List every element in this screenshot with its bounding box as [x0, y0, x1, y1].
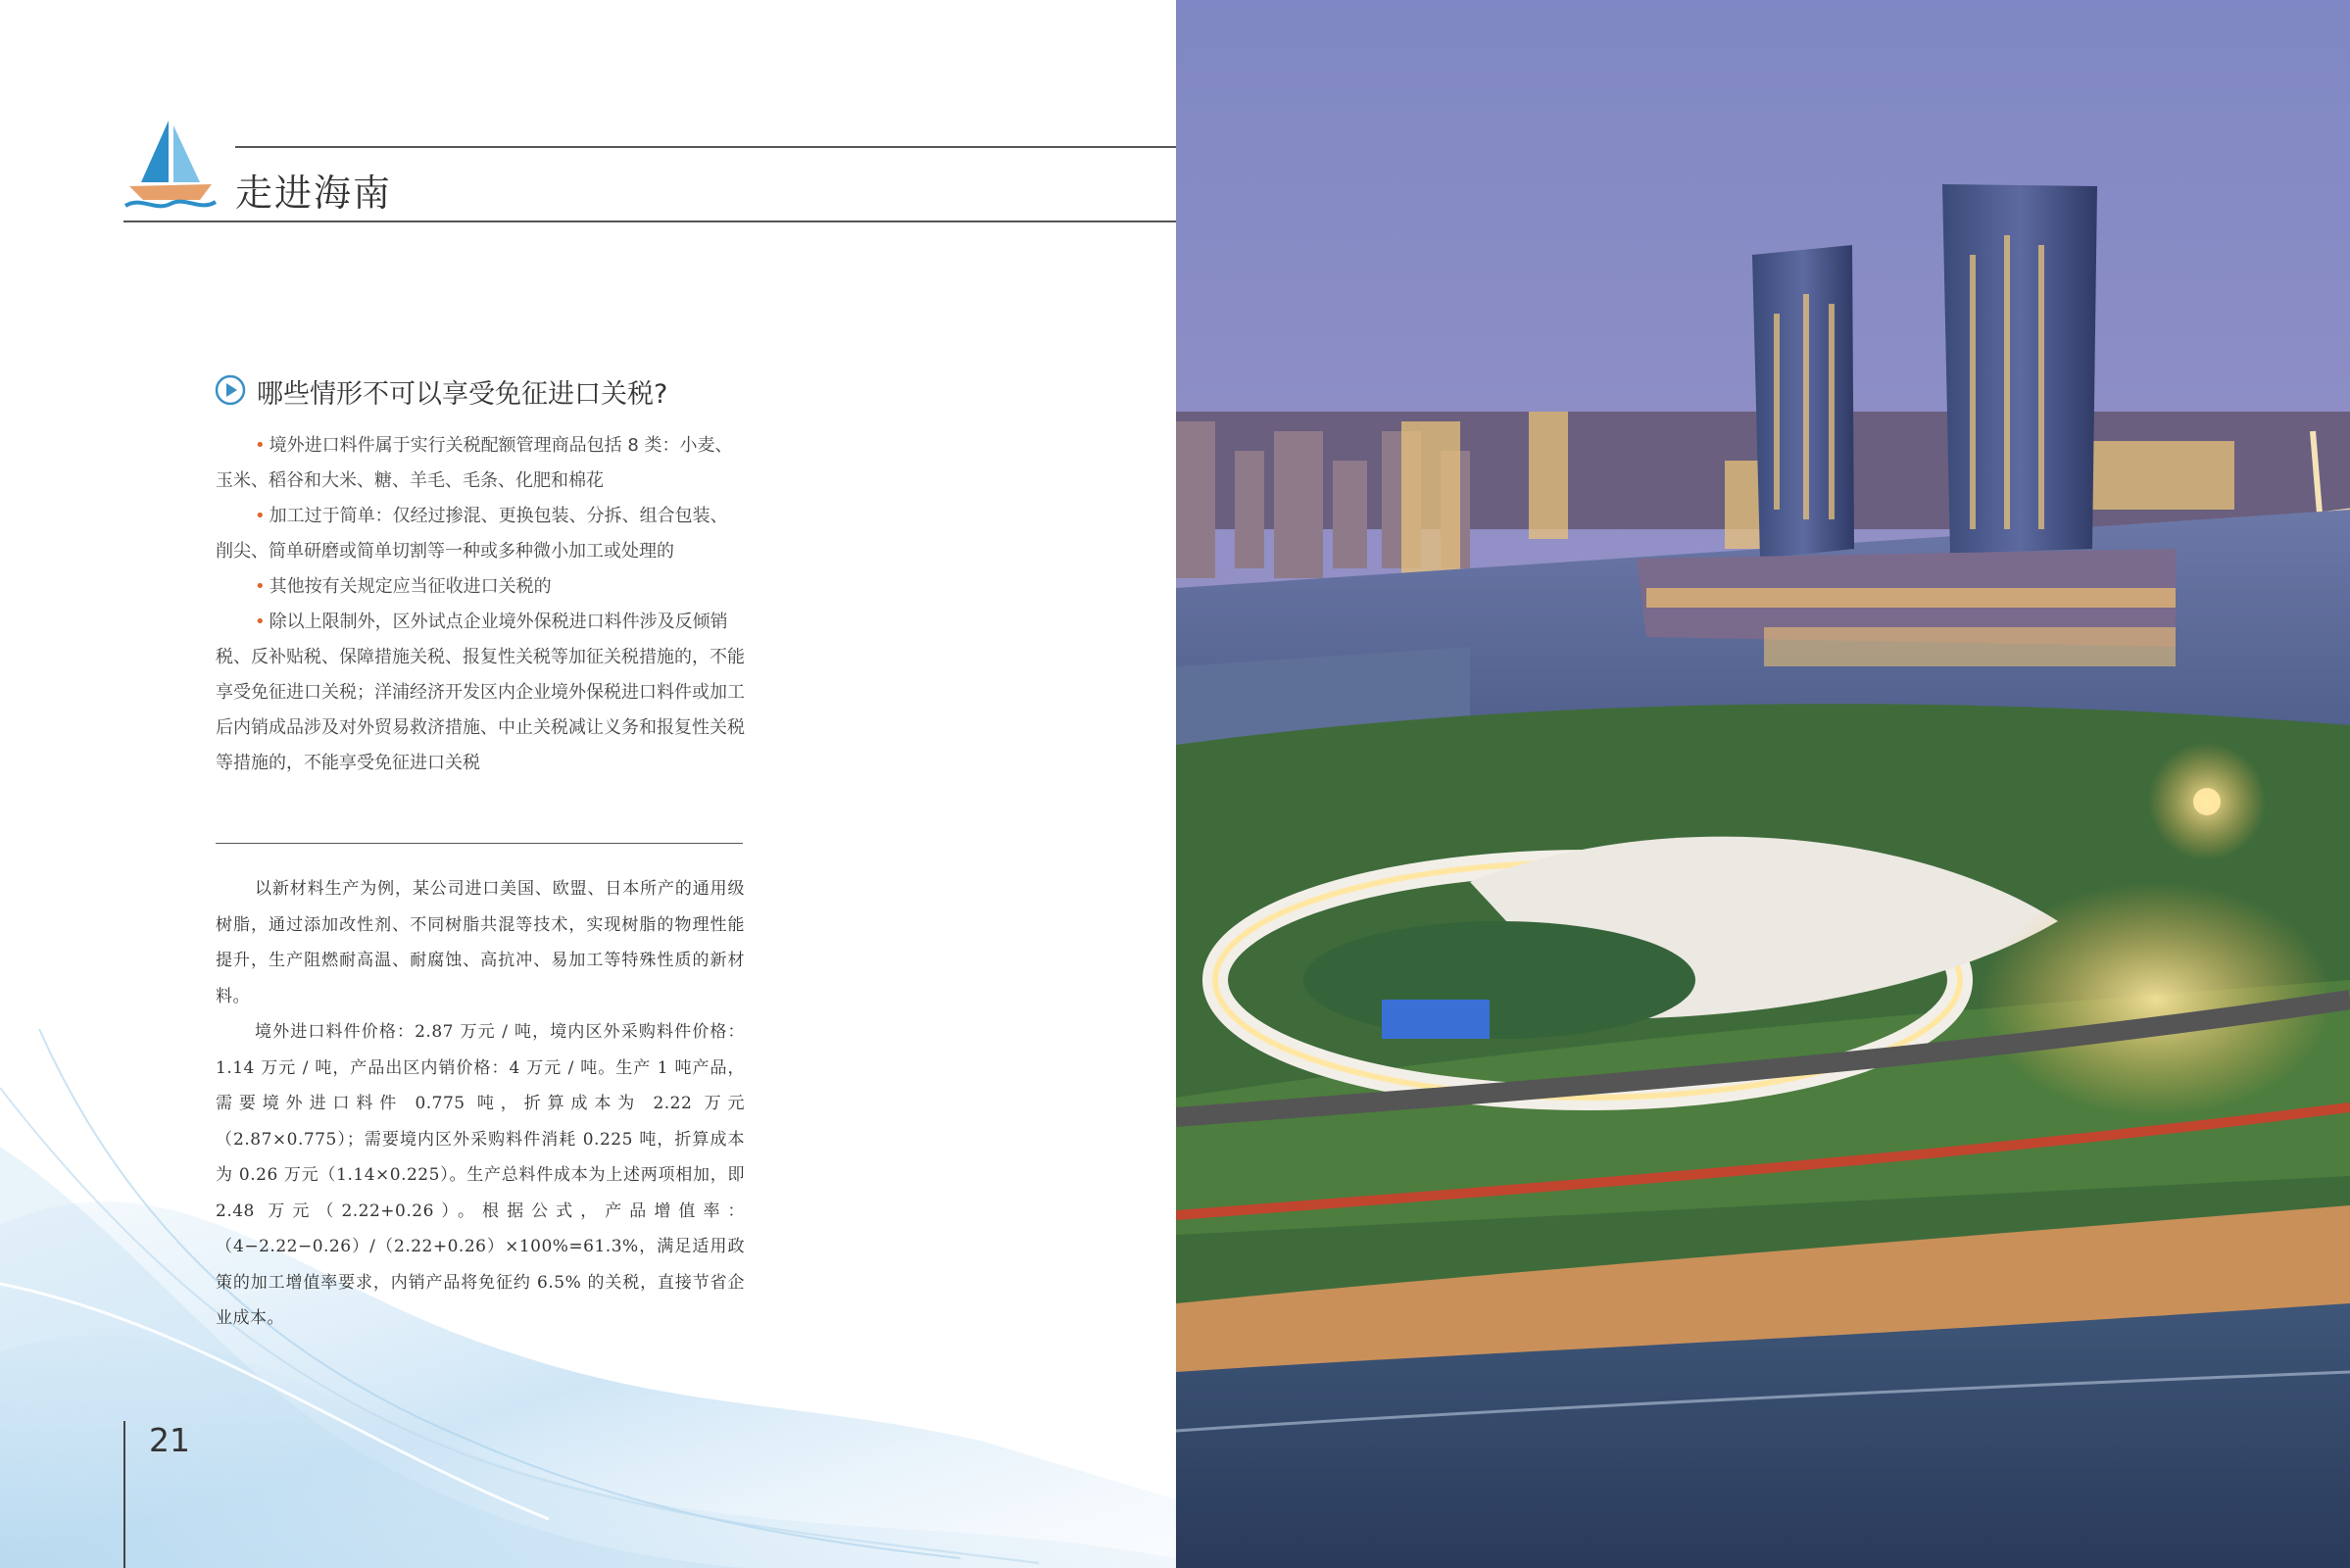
example-text — [216, 871, 745, 1337]
bullet-dot-icon: • — [255, 576, 266, 597]
bullet-text: 境外进口料件属于实行关税配额管理商品包括 8 类：小麦、玉米、稻谷和大米、糖、羊毛、毛条、化肥和棉花 — [216, 435, 733, 491]
bullet-dot-icon: • — [255, 612, 266, 632]
section-divider — [216, 843, 743, 844]
list-item — [216, 605, 745, 781]
example-paragraph-2: 境外进口料件价格：2.87 万元 / 吨，境内区外采购料件价格：1.14 万元 / 吨，产品出区内销价格：4 万元 / 吨。生产 1 吨产品，需要境外进口料件 0.775 吨，折算成本为 2.22 万元（2.87×0.775）；需要境内区外采购料件消耗 0.225 吨，折算成本为 0.26 万元（1.14×0.225）。生产总料件成本为上述两项相加，即 2.48 万元（2.22+0.26）。根据公式，产品增值率：（4−2.22−0.26）/（2.22+0.26）×100%=61.3%，满足适用政策的加工增值率要求，内销产品将免征约 6.5% 的关税，直接节省企业成本。 — [216, 1022, 745, 1328]
sailboat-logo-icon — [122, 116, 220, 214]
page-number-rule — [123, 1421, 125, 1568]
bullet-text: 其他按有关规定应当征收进口关税的 — [269, 576, 552, 597]
bullet-list — [216, 428, 745, 781]
question-title: 哪些情形不可以享受免征进口关税? — [257, 379, 668, 410]
list-item — [216, 569, 745, 605]
list-item — [216, 499, 745, 569]
bullet-dot-icon: • — [255, 506, 266, 526]
page-number: 21 — [149, 1421, 190, 1459]
header-top-rule — [235, 146, 1176, 148]
haikou-night-photo — [1176, 0, 2350, 1568]
bullet-dot-icon: • — [255, 435, 266, 456]
list-item — [216, 428, 745, 499]
play-circle-icon — [215, 374, 246, 406]
example-paragraph-1: 以新材料生产为例，某公司进口美国、欧盟、日本所产的通用级树脂，通过添加改性剂、不同树脂共混等技术，实现树脂的物理性能提升，生产阻燃耐高温、耐腐蚀、高抗冲、易加工等特殊性质的新材料。 — [216, 879, 745, 1006]
bullet-text: 加工过于简单：仅经过掺混、更换包装、分拆、组合包装、削尖、简单研磨或简单切割等一种或多种微小加工或处理的 — [216, 506, 728, 562]
bullet-text: 除以上限制外，区外试点企业境外保税进口料件涉及反倾销税、反补贴税、保障措施关税、报复性关税等加征关税措施的，不能享受免征进口关税；洋浦经济开发区内企业境外保税进口料件或加工后内销成品涉及对外贸易救济措施、中止关税减让义务和报复性关税等措施的，不能享受免征进口关税 — [216, 612, 745, 773]
header-bottom-rule — [123, 220, 1176, 222]
section-title: 走进海南 — [235, 172, 393, 215]
